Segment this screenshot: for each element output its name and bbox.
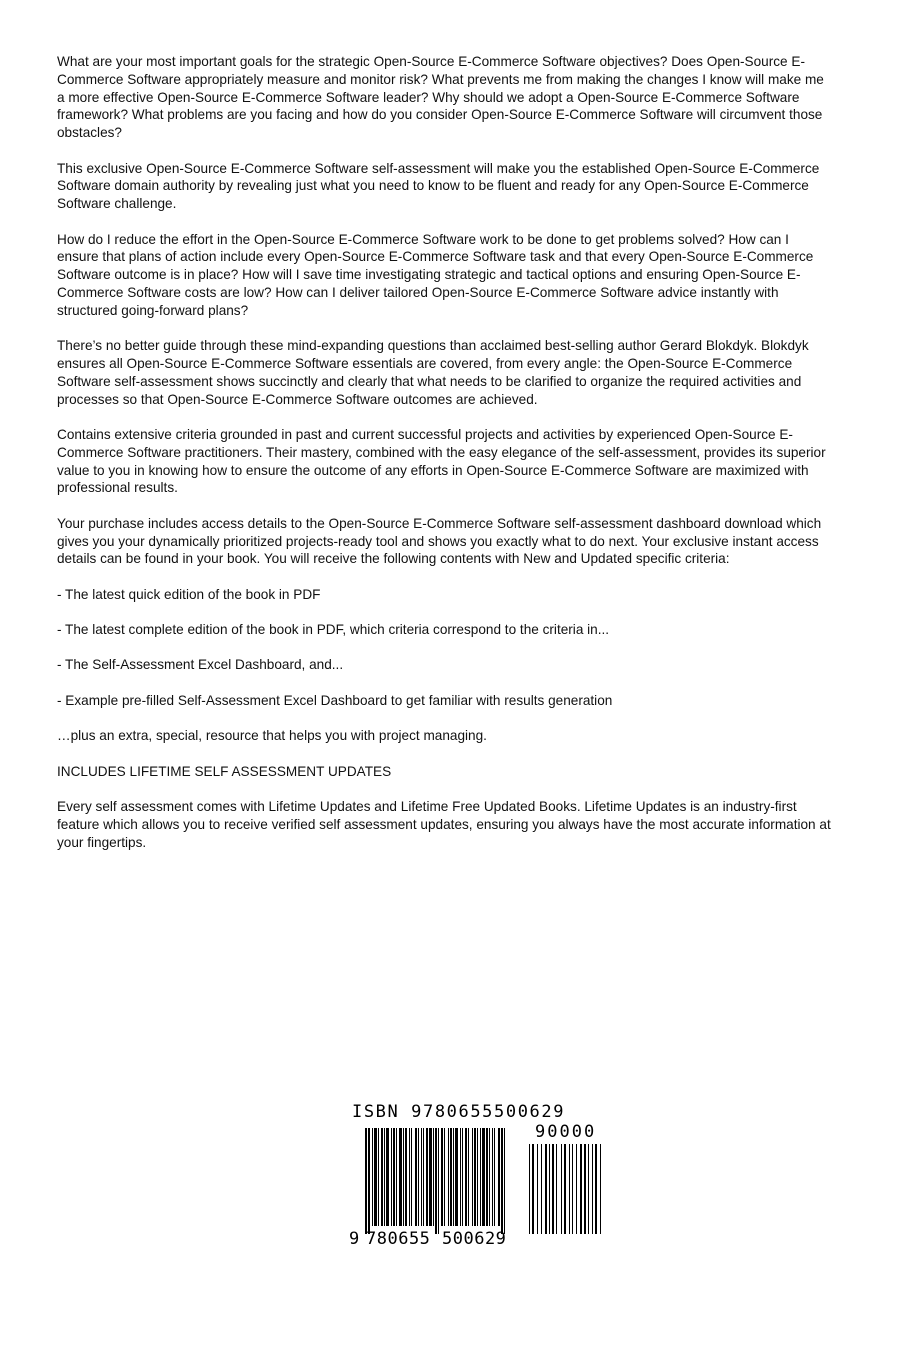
paragraph-goals-questions: What are your most important goals for the strategic Open-Source E-Commerce Software objectives? Does Open-Source E-Commerce Software appropriately measure and monitor risk? What prevents me from making the changes I know will make me a more effective Open-Source E-Commerce Software leader? Why should we adopt a Open-Source E-Commerce Software framework? What problems are you facing and how do you consider Open-Source E-Commerce Software will circumvent those obstacles? xyxy=(57,54,824,141)
barcode-bar xyxy=(386,1128,389,1226)
barcode-bar xyxy=(455,1128,458,1226)
barcode-bar xyxy=(474,1128,476,1226)
barcode-addon-bar xyxy=(541,1144,542,1234)
barcode-bar xyxy=(415,1128,417,1226)
barcode-bar xyxy=(460,1128,461,1226)
barcode-bar xyxy=(365,1128,367,1234)
barcode-bar xyxy=(372,1128,373,1226)
barcode-bar xyxy=(501,1128,503,1234)
barcode-addon-bar xyxy=(580,1144,582,1234)
barcode-addon-bar xyxy=(600,1144,601,1234)
paragraph-reduce-effort-questions: How do I reduce the effort in the Open-Source E-Commerce Software work to be done to get problems solved? How can I ensure that plans of action include every Open-Source E-Commerce Software task and that every Open-Source E-Commerce Software outcome is in place? How will I save time investigating strategic and tactical options and ensuring Open-Source E-Commerce Software costs are low? How can I deliver tailored Open-Source E-Commerce Software advice instantly with structured going-forward plans? xyxy=(57,231,814,318)
barcode-addon-bar xyxy=(549,1144,550,1234)
barcode-addon-bar xyxy=(572,1144,573,1234)
barcode-bar xyxy=(504,1128,505,1234)
barcode-addon-bar xyxy=(552,1144,554,1234)
barcode-digit-first: 9 xyxy=(349,1229,360,1249)
barcode-digits-right: 500629 xyxy=(442,1229,507,1249)
barcode-bar xyxy=(472,1128,473,1226)
barcode-digits-left: 780655 xyxy=(366,1229,431,1249)
barcode-addon-bar xyxy=(588,1144,589,1234)
paragraph-author-guide: There’s no better guide through these mind-expanding questions than acclaimed best-selling author Gerard Blokdyk. Blokdyk ensures all Open-Source E-Commerce Software essentials are covered, from every angle: the Open-Source E-Commerce Software self-assessment shows succinctly and clearly that what needs to be clarified to organize the required activities and processes so that Open-Source E-Commerce Software outcomes are achieved. xyxy=(57,338,809,407)
barcode-bar xyxy=(393,1128,395,1226)
list-item-excel-dashboard: - The Self-Assessment Excel Dashboard, and... xyxy=(57,657,344,673)
barcode-bar xyxy=(381,1128,383,1226)
barcode-addon-bar xyxy=(556,1144,557,1234)
paragraph-exclusive-self-assessment: This exclusive Open-Source E-Commerce Software self-assessment will make you the established Open-Source E-Commerce Software domain authority by revealing just what you need to know to be fluent and ready for any Open-Source E-Commerce Software challenge. xyxy=(57,160,820,212)
barcode-bar xyxy=(444,1128,445,1226)
barcode-bar xyxy=(480,1128,481,1226)
barcode-addon-bar xyxy=(592,1144,593,1234)
barcode-bar xyxy=(423,1128,424,1226)
barcode-bar xyxy=(441,1128,443,1226)
barcode-bar xyxy=(391,1128,392,1226)
barcode-bar xyxy=(399,1128,402,1226)
barcode-bar xyxy=(468,1128,469,1226)
barcode-addon-bar xyxy=(532,1144,534,1234)
list-item-quick-edition: - The latest quick edition of the book in PDF xyxy=(57,586,321,602)
barcode-bar xyxy=(453,1128,454,1226)
price-addon-code: 90000 xyxy=(535,1122,597,1142)
paragraph-purchase-includes: Your purchase includes access details to the Open-Source E-Commerce Software self-assessment dashboard download which gives you your dynamically prioritized projects-ready tool and shows you exactly what to do next. Your exclusive instant access details can be found in your book. You will receive the following contents with New and Updated specific criteria: xyxy=(57,515,822,567)
paragraph-extra-resource: …plus an extra, special, resource that helps you with project managing. xyxy=(57,728,487,744)
barcode-bar xyxy=(465,1128,467,1226)
paragraph-extensive-criteria: Contains extensive criteria grounded in past and current successful projects and activities by experienced Open-Source E-Commerce Software practitioners. Their mastery, combined with the easy elegance of the self-assessment, provides its superior value to you in knowing how to ensure the outcome of any efforts in Open-Source E-Commerce Software are maximized with professional results. xyxy=(57,426,826,496)
barcode-bar xyxy=(492,1128,493,1226)
paragraph-lifetime-updates: Every self assessment comes with Lifetime Updates and Lifetime Free Updated Books. Lifetime Updates is an industry-first feature which allows you to receive verified self assessment updates, ensuring you always have the most accurate information at your fingertips. xyxy=(57,799,831,850)
list-item-complete-edition: - The latest complete edition of the book in PDF, which criteria correspond to the criteria in... xyxy=(57,622,610,638)
isbn-label: ISBN 9780655500629 xyxy=(352,1102,566,1122)
barcode-addon-bar xyxy=(564,1144,566,1234)
barcode-addon-bar xyxy=(529,1144,530,1234)
barcode-bar xyxy=(462,1128,463,1226)
barcode-addon-bar xyxy=(537,1144,538,1234)
barcode-bar xyxy=(426,1128,428,1226)
list-item-prefilled-dashboard: - Example pre-filled Self-Assessment Excel Dashboard to get familiar with results generation xyxy=(57,692,613,708)
barcode-bar xyxy=(482,1128,485,1226)
barcode-bar xyxy=(433,1128,434,1226)
barcode-addon-bar xyxy=(584,1144,586,1234)
barcode-bar xyxy=(438,1128,439,1234)
barcode-addon-bar xyxy=(576,1144,577,1234)
barcode-bar xyxy=(396,1128,397,1226)
barcode-bar xyxy=(403,1128,404,1226)
barcode-bar xyxy=(429,1128,432,1226)
barcode-bar xyxy=(450,1128,452,1226)
barcode-bar xyxy=(384,1128,385,1226)
barcode-bar xyxy=(368,1128,370,1234)
barcode-addon-bar xyxy=(595,1144,597,1234)
heading-lifetime-updates: INCLUDES LIFETIME SELF ASSESSMENT UPDATES xyxy=(57,763,392,779)
barcode-bar xyxy=(477,1128,478,1226)
description-text-block xyxy=(57,53,833,869)
barcode-bar xyxy=(498,1128,500,1226)
barcode-addon-bar xyxy=(569,1144,570,1234)
barcode-bar xyxy=(486,1128,488,1226)
isbn-barcode xyxy=(345,1102,610,1252)
barcode-addon-bar xyxy=(545,1144,547,1234)
barcode-bar xyxy=(411,1128,412,1226)
barcode-bar xyxy=(409,1128,410,1226)
barcode-bar xyxy=(489,1128,490,1226)
barcode-bar xyxy=(418,1128,419,1226)
barcode-bar xyxy=(378,1128,379,1226)
barcode-bar xyxy=(374,1128,377,1226)
barcode-addon-bar xyxy=(561,1144,562,1234)
barcode-bar xyxy=(421,1128,422,1226)
barcode-bar xyxy=(494,1128,495,1226)
barcode-bar xyxy=(405,1128,407,1226)
barcode-bar xyxy=(448,1128,449,1226)
barcode-bar xyxy=(435,1128,437,1234)
